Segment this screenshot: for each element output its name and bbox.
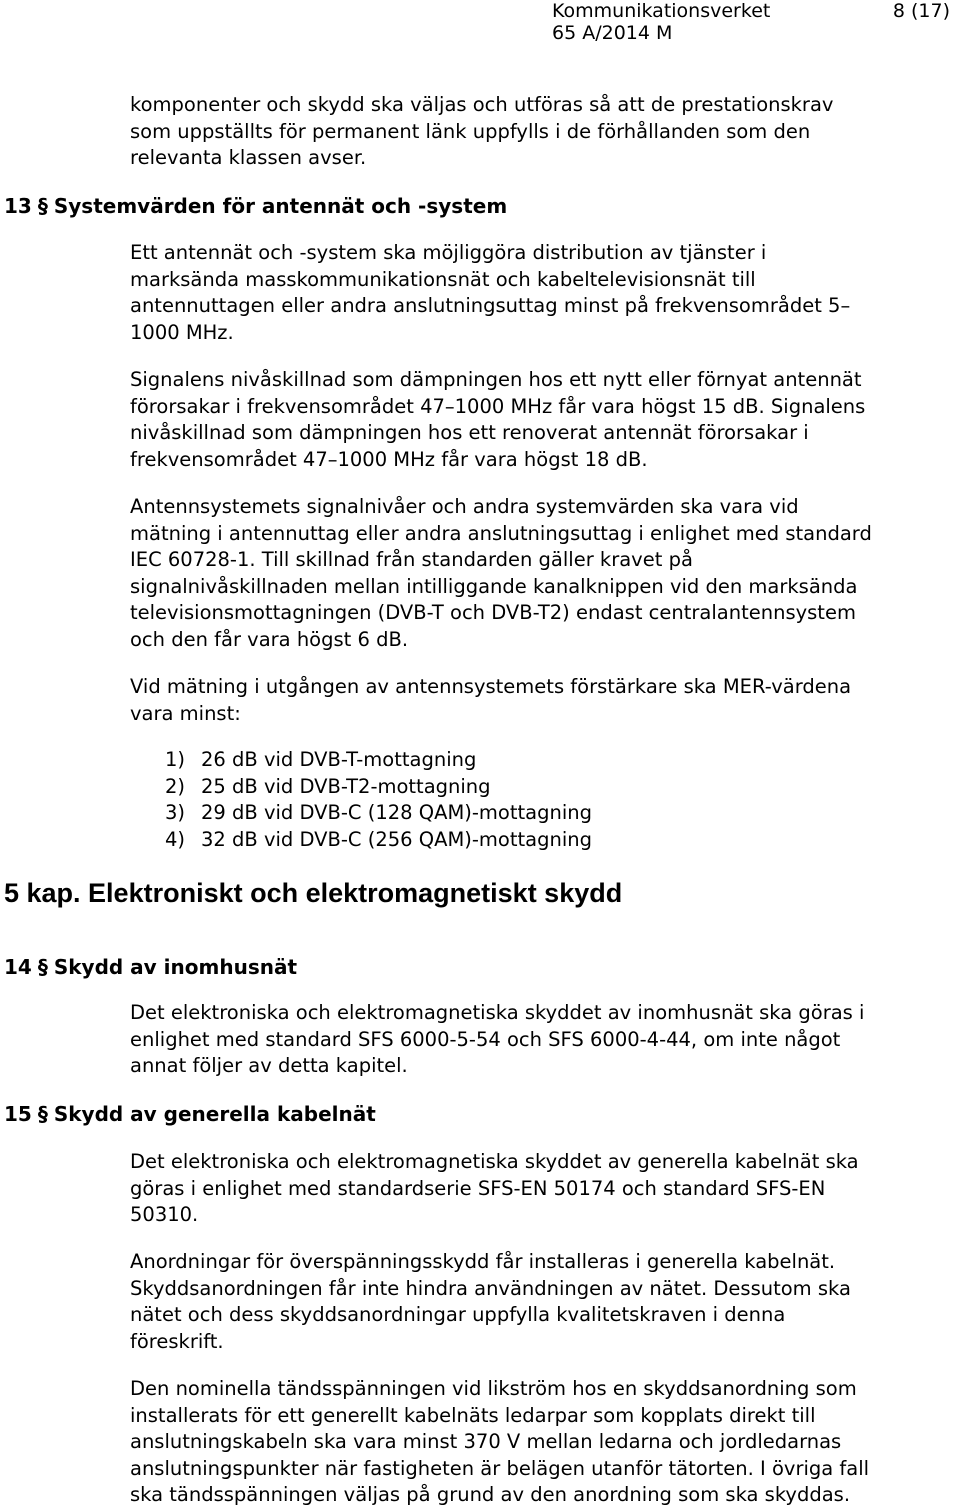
header-organization: Kommunikationsverket <box>552 0 771 22</box>
text-line: Antennsystemets signalnivåer och andra systemvärden ska vara vid <box>130 495 799 518</box>
list-item-number: 2) <box>165 774 186 798</box>
text-line: Den nominella tändsspänningen vid likström hos en skyddsanordning som <box>130 1377 857 1400</box>
text-line: som uppställts för permanent länk uppfylls i de förhållanden som den <box>130 119 811 143</box>
text-line: vara minst: <box>130 701 241 725</box>
section-symbol: § <box>37 1102 48 1126</box>
section-symbol: § <box>37 194 48 218</box>
section-14-paragraph-1 <box>130 1000 956 1080</box>
text-line: nivåskillnad som dämpningen hos ett renoverat antennät förorsakar i <box>130 421 809 444</box>
list-item <box>165 827 592 854</box>
header-document-reference: 65 A/2014 M <box>552 22 673 44</box>
text-line: Ett antennät och -system ska möjliggöra distribution av tjänster i <box>130 241 767 264</box>
section-symbol: § <box>37 955 48 979</box>
section-15-heading <box>4 1101 376 1127</box>
list-item-text: 29 dB vid DVB-C (128 QAM)-mottagning <box>201 801 592 824</box>
text-line: relevanta klassen avser. <box>130 146 367 169</box>
list-item-text: 26 dB vid DVB-T-mottagning <box>201 748 477 771</box>
text-line: förorsakar i frekvensområdet 47–1000 MHz får vara högst 15 dB. Signalens <box>130 394 866 418</box>
text-line: 50310. <box>130 1203 199 1226</box>
section-14-heading <box>4 954 297 980</box>
text-line: ska tändsspänningen väljas på grund av den anordning som ska skyddas. <box>130 1483 851 1506</box>
section-number: 15 <box>4 1102 32 1126</box>
text-line: annat följer av detta kapitel. <box>130 1054 408 1077</box>
list-item <box>165 774 592 801</box>
page-header <box>500 0 960 48</box>
text-line: IEC 60728-1. Till skillnad från standarden gäller kravet på <box>130 548 693 571</box>
intro-paragraph <box>130 92 956 172</box>
section-13-paragraph-2 <box>130 367 956 473</box>
list-item <box>165 747 592 774</box>
text-line: marksända masskommunikationsnät och kabeltelevisionsnät till <box>130 267 756 291</box>
text-line: nätet och dess skyddsanordningar uppfylla kvalitetskraven i denna <box>130 1303 786 1326</box>
text-line: televisionsmottagningen (DVB-T och DVB-T2) endast centralantennsystem <box>130 601 856 624</box>
list-item-number: 1) <box>165 748 186 771</box>
text-line: föreskrift. <box>130 1329 224 1353</box>
text-line: Vid mätning i utgången av antennsystemets förstärkare ska MER-värdena <box>130 675 852 698</box>
text-line: antennuttagen eller andra anslutningsuttag minst på frekvensområdet 5– <box>130 294 851 317</box>
text-line: signalnivåskillnaden mellan intilliggande kanalknippen vid den marksända <box>130 574 858 598</box>
section-15-paragraph-1 <box>130 1149 956 1229</box>
text-line: 1000 MHz. <box>130 320 234 344</box>
text-line: Det elektroniska och elektromagnetiska skyddet av generella kabelnät ska <box>130 1150 859 1173</box>
text-line: Signalens nivåskillnad som dämpningen hos ett nytt eller förnyat antennät <box>130 368 862 391</box>
text-line: enlighet med standard SFS 6000-5-54 och SFS 6000-4-44, om inte något <box>130 1027 841 1051</box>
list-item <box>165 800 592 827</box>
section-title: Skydd av generella kabelnät <box>53 1102 376 1126</box>
section-13-heading <box>4 193 507 219</box>
text-line: och den får vara högst 6 dB. <box>130 627 409 651</box>
text-line: Anordningar för överspänningsskydd får installeras i generella kabelnät. <box>130 1250 836 1273</box>
text-line: göras i enlighet med standardserie SFS-EN 50174 och standard SFS-EN <box>130 1176 826 1200</box>
text-line: anslutningskabeln ska vara minst 370 V mellan ledarna och jordledarnas <box>130 1430 842 1453</box>
mer-values-list <box>165 747 592 853</box>
section-number: 13 <box>4 194 32 218</box>
list-item-text: 32 dB vid DVB-C (256 QAM)-mottagning <box>201 827 592 851</box>
text-line: Skyddsanordningen får inte hindra användningen av nätet. Dessutom ska <box>130 1276 851 1300</box>
text-line: anslutningspunkter när fastigheten är belägen utanför tätorten. I övriga fall <box>130 1456 870 1480</box>
section-13-paragraph-4 <box>130 674 956 727</box>
text-line: mätning i antennuttag eller andra anslutningsuttag i enlighet med standard <box>130 521 872 545</box>
chapter-5-heading: 5 kap. Elektroniskt och elektromagnetiskt skydd <box>4 878 623 908</box>
section-15-paragraph-3 <box>130 1376 956 1509</box>
text-line: Det elektroniska och elektromagnetiska skyddet av inomhusnät ska göras i <box>130 1001 865 1024</box>
section-title: Systemvärden för antennät och -system <box>53 194 508 218</box>
list-item-number: 3) <box>165 801 186 824</box>
section-number: 14 <box>4 955 32 979</box>
text-line: frekvensområdet 47–1000 MHz får vara högst 18 dB. <box>130 447 648 471</box>
section-15-paragraph-2 <box>130 1249 956 1355</box>
section-13-paragraph-1 <box>130 240 956 346</box>
header-page-number: 8 (17) <box>892 0 950 22</box>
section-13-paragraph-3 <box>130 494 956 653</box>
list-item-text: 25 dB vid DVB-T2-mottagning <box>201 774 491 798</box>
text-line: komponenter och skydd ska väljas och utföras så att de prestationskrav <box>130 93 834 116</box>
text-line: installerats för ett generellt kabelnäts ledarpar som kopplats direkt till <box>130 1403 816 1427</box>
list-item-number: 4) <box>165 827 186 851</box>
section-title: Skydd av inomhusnät <box>53 955 298 979</box>
